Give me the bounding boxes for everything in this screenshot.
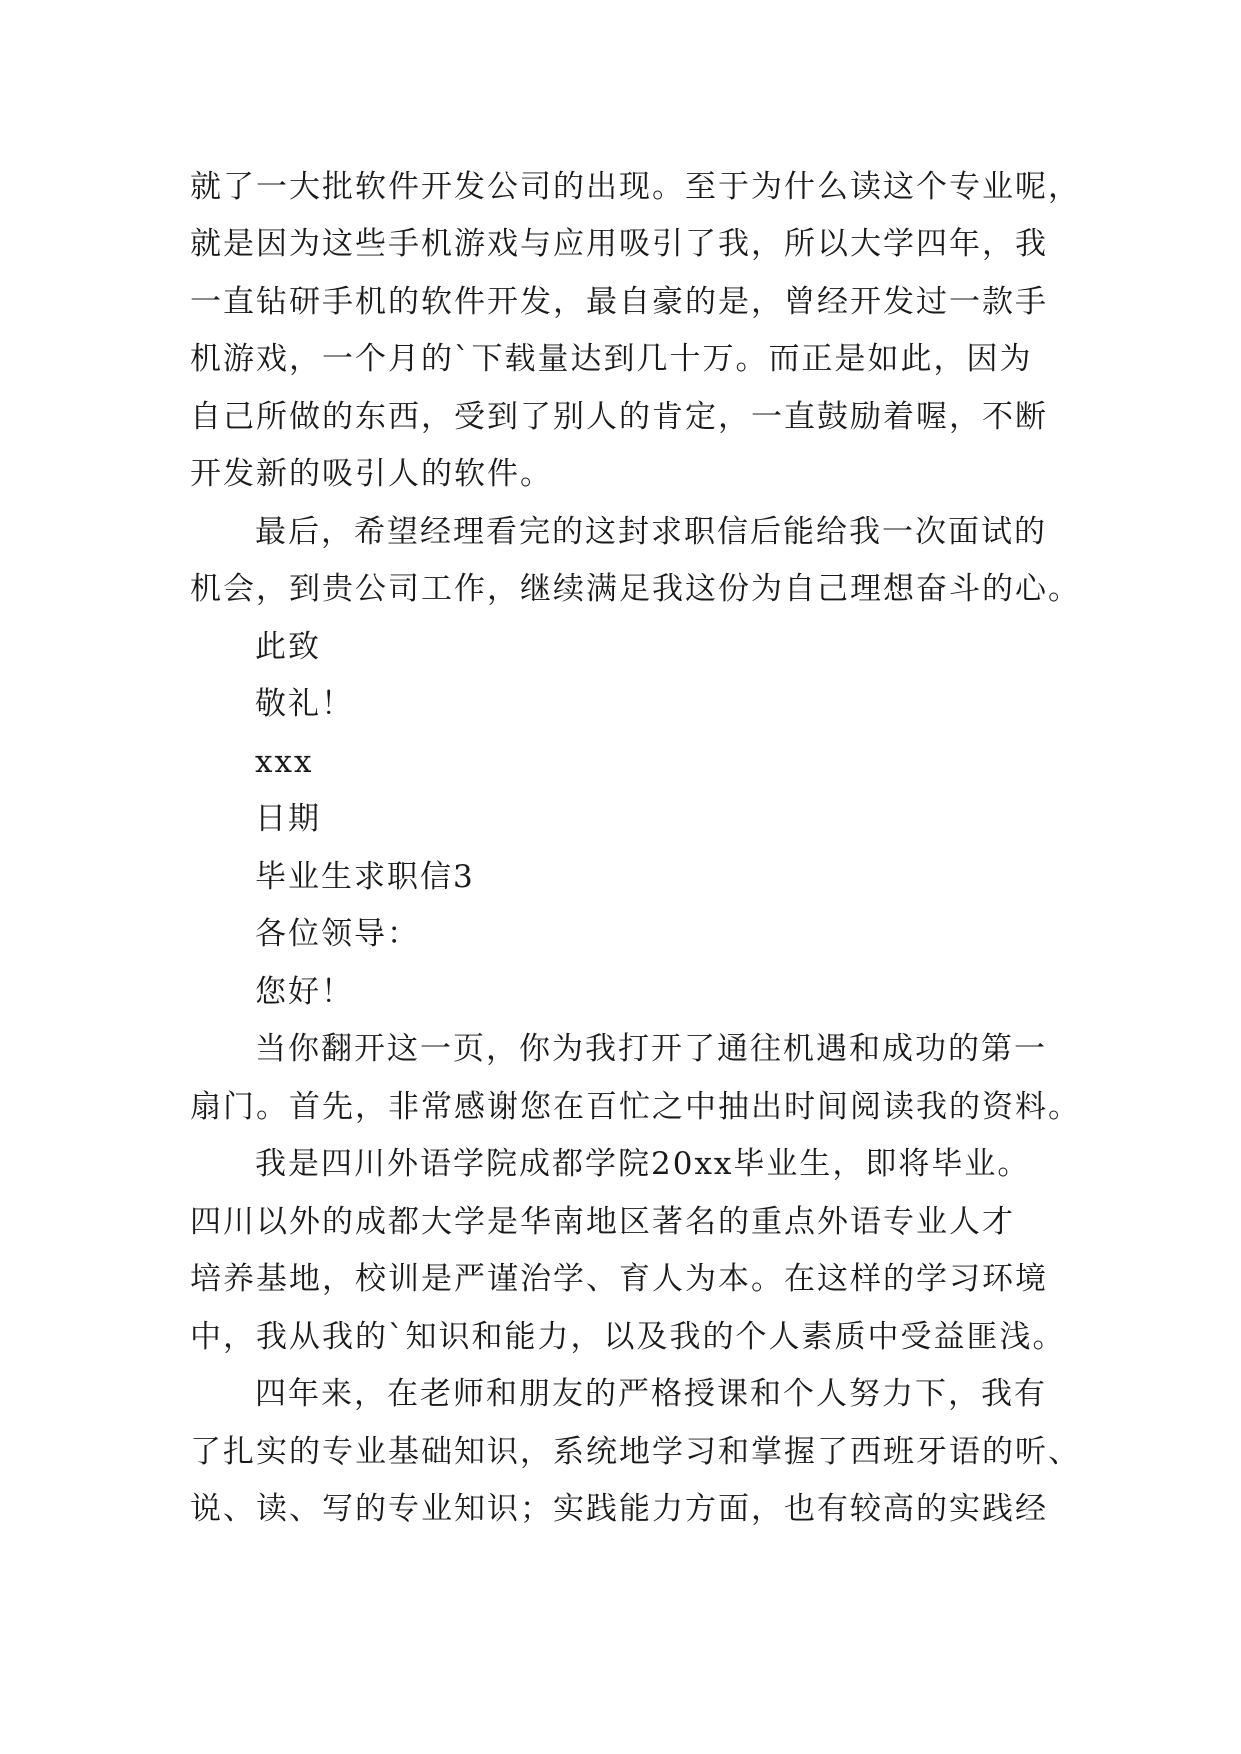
greeting-line: 您好！ xyxy=(255,974,354,1010)
text-line: 开发新的吸引人的软件。 xyxy=(190,456,553,492)
text-line: 一直钻研手机的软件开发，最自豪的是，曾经开发过一款手 xyxy=(190,284,1048,320)
text-line: 说、读、写的专业知识；实践能力方面，也有较高的实践经 xyxy=(190,1491,1048,1527)
text-line: 当你翻开这一页，你为我打开了通往机遇和成功的第一 xyxy=(255,1031,1047,1067)
text-line: 培养基地，校训是严谨治学、育人为本。在这样的学习环境 xyxy=(190,1261,1048,1297)
text-line: 四川以外的成都大学是华南地区著名的重点外语专业人才 xyxy=(190,1204,1015,1240)
text-line: 我是四川外语学院成都学院20xx毕业生，即将毕业。 xyxy=(255,1146,1031,1182)
text-line: 机会，到贵公司工作，继续满足我这份为自己理想奋斗的心。 xyxy=(190,571,1081,607)
signature-date: 日期 xyxy=(255,801,321,837)
signature-name: xxx xyxy=(255,744,314,780)
section-heading: 毕业生求职信3 xyxy=(255,859,475,895)
text-line: 就是因为这些手机游戏与应用吸引了我，所以大学四年，我 xyxy=(190,226,1048,262)
text-line: 自己所做的东西，受到了别人的肯定，一直鼓励着喔，不断 xyxy=(190,399,1048,435)
greeting-line: 各位领导： xyxy=(255,916,420,952)
text-line: 扇门。首先，非常感谢您在百忙之中抽出时间阅读我的资料。 xyxy=(190,1089,1081,1125)
salutation-line: 此致 xyxy=(255,629,321,665)
text-line: 机游戏，一个月的`下载量达到几十万。而正是如此，因为 xyxy=(190,341,1033,377)
salutation-line: 敬礼！ xyxy=(255,686,354,722)
text-line: 最后，希望经理看完的这封求职信后能给我一次面试的 xyxy=(255,514,1047,550)
text-line: 就了一大批软件开发公司的出现。至于为什么读这个专业呢， xyxy=(190,169,1081,205)
text-line: 了扎实的专业基础知识，系统地学习和掌握了西班牙语的听、 xyxy=(190,1434,1081,1470)
text-line: 四年来，在老师和朋友的严格授课和个人努力下，我有 xyxy=(255,1376,1047,1412)
text-line: 中，我从我的`知识和能力，以及我的个人素质中受益匪浅。 xyxy=(190,1319,1066,1355)
